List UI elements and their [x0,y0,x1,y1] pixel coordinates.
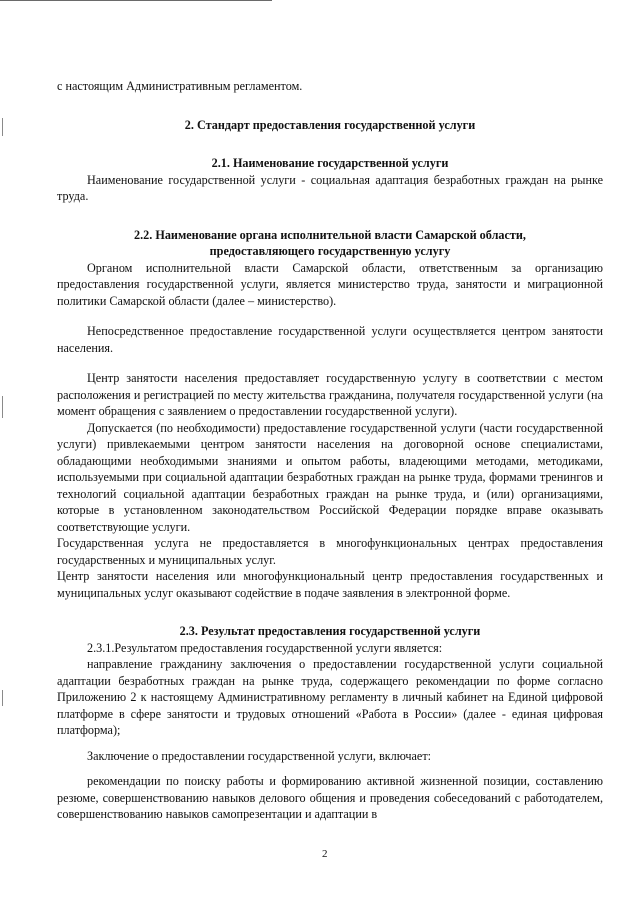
left-margin-mark [2,118,3,136]
paragraph: Непосредственное предоставление государственной услуги осуществляется центром занятости населения. [57,324,603,355]
paragraph: Заключение о предоставлении государственной услуги, включает: [87,748,432,763]
top-rule-line [0,0,272,1]
paragraph: 2.3.1.Результатом предоставления государственной услуги является: [87,640,443,655]
paragraph: Наименование государственной услуги - социальная адаптация безработных граждан на рынке труда. [57,172,603,203]
section-2-3-heading: 2.3. Результат предоставления государственной услуги [179,624,481,638]
paragraph: Центр занятости населения или многофункциональный центр предоставления государственных и муниципальных услуг оказывают содействие в подаче заявления в электронной форме. [57,569,603,600]
section-2-2-heading: 2.2. Наименование органа исполнительной власти Самарской области, [134,227,526,242]
carried-over-line: с настоящим Административным регламентом. [57,79,303,93]
paragraph: Органом исполнительной власти Самарской области, ответственным за организацию предоставления государственной услуги, является министерство труда, занятости и миграционной политики Самарской области (далее – министерство). [57,260,603,308]
document-page [57,78,603,823]
paragraph: Государственная услуга не предоставляется в многофункциональных центрах предоставления государственных и муниципальных услуг. [57,536,603,567]
paragraph: рекомендации по поиску работы и формированию активной жизненной позиции, составлению резюме, совершенствованию навыков делового общения и проведения собеседований с работодателем, совершенствованию навыков самопрезентации и адаптации в [57,774,603,821]
section-2-heading: 2. Стандарт предоставления государственной услуги [184,117,476,132]
paragraph: Центр занятости населения предоставляет государственную услугу в соответствии с местом расположения и регистрацией по месту жительства гражданина, получателя государственной услуги (на момент обращения с заявлением о предоставлении государственной услуги). [57,371,603,418]
left-margin-mark [2,396,3,418]
paragraph: направление гражданину заключения о предоставлении государственной услуги социальной адаптации безработных граждан на рынке труда, содержащего рекомендации по форме согласно Приложению 2 к настоящему Административному регламенту в личный кабинет на Единой цифровой платформе в сфере занятости и трудовых отношений «Работа в России» (далее - единая цифровая платформа); [57,657,603,737]
section-2-2-heading: предоставляющего государственную услугу [209,244,451,258]
paragraph: Допускается (по необходимости) предоставление государственной услуги (части государственной услуги) привлекаемыми центром занятости населения на договорной основе специалистами, обладающими необходимыми знаниями и опытом работы, владеющими методами, методиками, используемыми при социальной адаптации безработных граждан на рынке труда, формами тренингов и технологий социальной адаптации безработных граждан на рынке труда, и (или) организациями, которые в установленном законодательством Российской Федерации порядке вправе оказывать соответствующие услуги. [57,420,603,534]
section-2-1-heading: 2.1. Наименование государственной услуги [211,156,449,170]
page-number: 2 [322,848,328,860]
left-margin-mark [2,690,3,706]
